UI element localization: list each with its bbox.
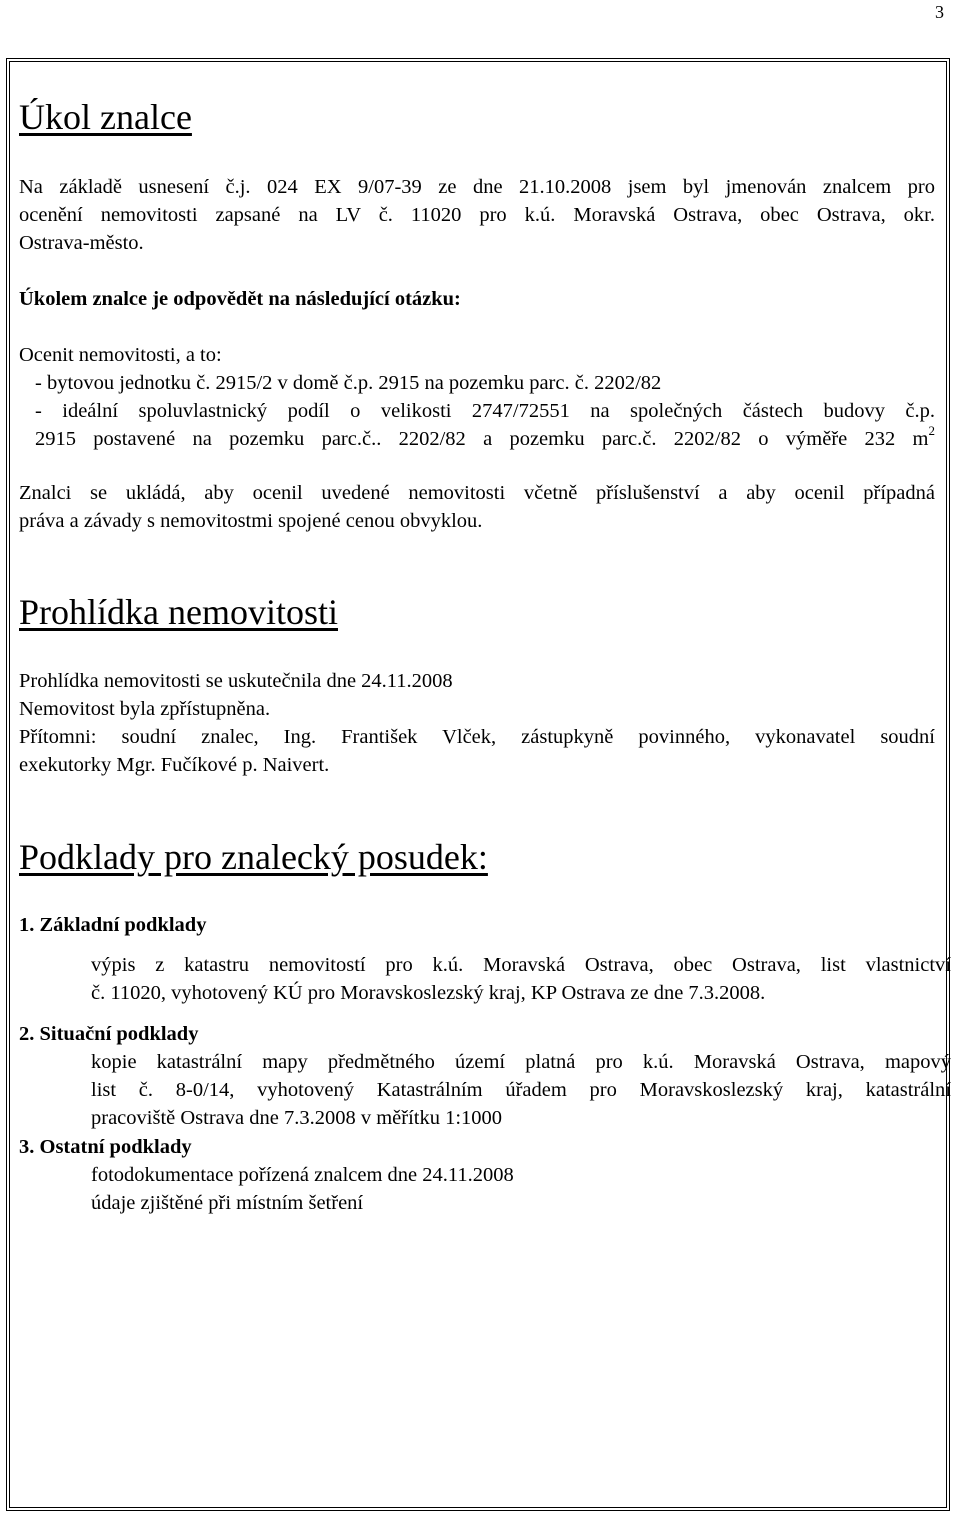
group3-text — [91, 1161, 951, 1217]
group2-text — [91, 1048, 951, 1132]
group3-line: údaje zjištěné při místním šetření — [91, 1192, 364, 1214]
valuation-item-1: - bytovou jednotku č. 2915/2 v domě č.p. 2915 na pozemku parc. č. 2202/82 — [35, 372, 662, 394]
intro-paragraph — [19, 173, 935, 257]
group3-line: fotodokumentace pořízená znalcem dne 24.11.2008 — [91, 1164, 514, 1186]
group1-title: 1. Základní podklady — [19, 914, 207, 936]
inspection-line: exekutorky Mgr. Fučíkové p. Naivert. — [19, 754, 330, 776]
intro-line: ocenění nemovitosti zapsané na LV č. 11020 pro k.ú. Moravská Ostrava, obec Ostrava, okr. — [19, 204, 935, 226]
inspection-paragraph — [19, 667, 935, 779]
ocenit-text: Ocenit nemovitosti, a to: — [19, 344, 222, 366]
group2-line: kopie katastrální mapy předmětného území platná pro k.ú. Moravská Ostrava, mapový — [91, 1051, 951, 1073]
inspection-line: Přítomni: soudní znalec, Ing. František Vlček, zástupkyně povinného, vykonavatel soudní — [19, 726, 935, 748]
task-paragraph — [19, 479, 935, 535]
item2-line — [35, 425, 935, 453]
document-frame — [6, 58, 950, 1511]
inspection-line: Prohlídka nemovitosti se uskutečnila dne 24.11.2008 — [19, 670, 453, 692]
area-unit-superscript: 2 — [928, 423, 935, 438]
section-title-prohlidka: Prohlídka nemovitosti — [19, 592, 338, 632]
inspection-line: Nemovitost byla zpřístupněna. — [19, 698, 271, 720]
section-title-ukol: Úkol znalce — [19, 97, 192, 137]
page-number: 3 — [935, 2, 944, 22]
task-line: práva a závady s nemovitostmi spojené cenou obvyklou. — [19, 510, 483, 532]
group2-line: list č. 8-0/14, vyhotovený Katastrálním úřadem pro Moravskoslezský kraj, katastrální — [91, 1079, 951, 1101]
group1-line: výpis z katastru nemovitostí pro k.ú. Moravská Ostrava, obec Ostrava, list vlastnictví — [91, 954, 951, 976]
valuation-item-2 — [35, 397, 935, 453]
group1-line: č. 11020, vyhotovený KÚ pro Moravskoslezský kraj, KP Ostrava ze dne 7.3.2008. — [91, 982, 766, 1004]
item2-line: - ideální spoluvlastnický podíl o velikosti 2747/72551 na společných částech budovy č.p. — [35, 400, 935, 422]
group2-line: pracoviště Ostrava dne 7.3.2008 v měřítku 1:1000 — [91, 1107, 503, 1129]
group1-text — [91, 951, 951, 1007]
item2-line-text: 2915 postavené na pozemku parc.č.. 2202/82 a pozemku parc.č. 2202/82 o výměře 232 m — [35, 428, 929, 450]
task-line: Znalci se ukládá, aby ocenil uvedené nemovitosti včetně příslušenství a aby ocenil případná — [19, 482, 935, 504]
intro-line: Ostrava-město. — [19, 232, 144, 254]
group2-title: 2. Situační podklady — [19, 1023, 199, 1045]
section-title-podklady: Podklady pro znalecký posudek: — [19, 837, 488, 877]
question-heading: Úkolem znalce je odpovědět na následující otázku: — [19, 288, 461, 310]
intro-line: Na základě usnesení č.j. 024 EX 9/07-39 ze dne 21.10.2008 jsem byl jmenován znalcem pro — [19, 176, 935, 198]
group3-title: 3. Ostatní podklady — [19, 1136, 192, 1158]
